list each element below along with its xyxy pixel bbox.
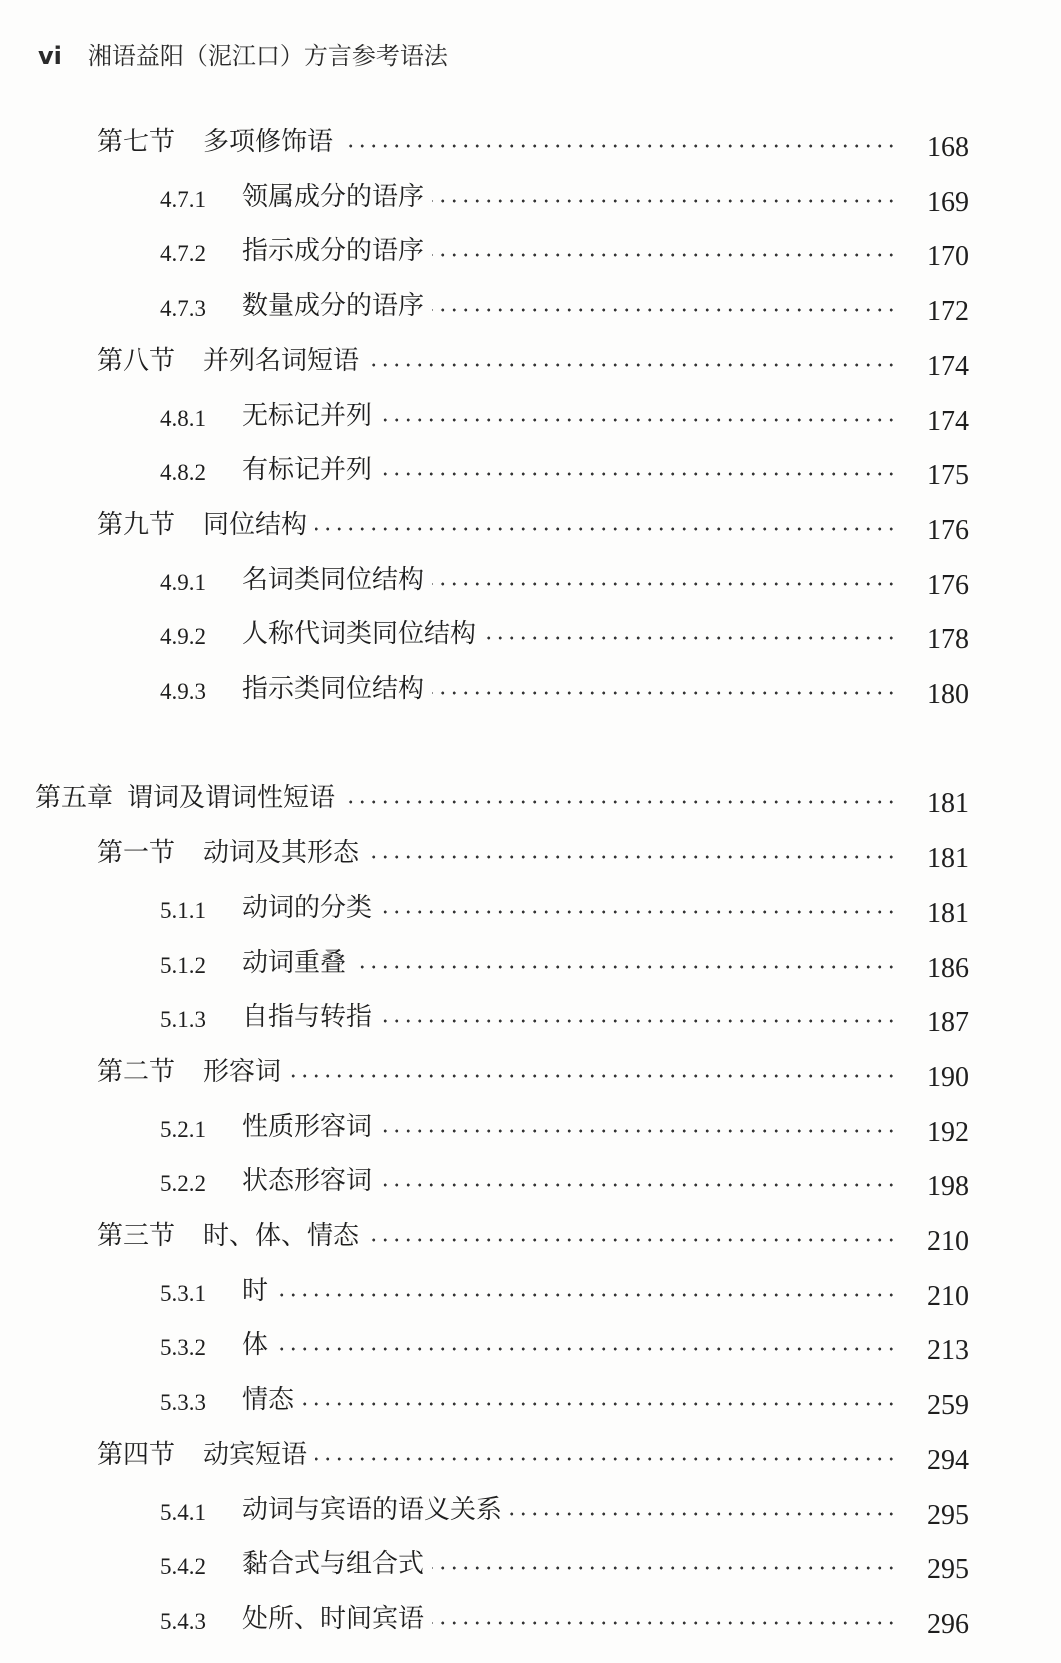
- toc-entry-section: [0, 1048, 1061, 1093]
- toc-entry-page: 295: [927, 1499, 969, 1531]
- toc-entry-section: [0, 1212, 1061, 1257]
- toc-entry-number: 5.3.3: [160, 1390, 206, 1416]
- dot-leader: [367, 854, 897, 860]
- toc-entry-page: 174: [927, 405, 969, 437]
- dot-leader: [484, 635, 897, 641]
- toc-entry-page: 175: [927, 460, 969, 492]
- toc-entry-sub: [0, 1595, 1061, 1640]
- toc-entry-number: 第三节: [97, 1221, 176, 1251]
- dot-leader: [432, 307, 897, 313]
- toc-entry-section: [0, 118, 1061, 163]
- toc-entry-page: 170: [927, 241, 969, 273]
- toc-entry-title: 时、体、情态: [203, 1221, 360, 1251]
- toc-entry-title: 处所、时间宾语: [242, 1603, 425, 1634]
- toc-entry-number: 4.8.2: [160, 460, 206, 486]
- toc-entry-sub: [0, 1540, 1061, 1586]
- toc-entry-number: 4.9.3: [160, 679, 206, 704]
- dot-leader: [380, 1182, 897, 1188]
- toc-entry-number: 5.1.2: [160, 952, 206, 978]
- dot-leader: [432, 690, 897, 696]
- toc-entry-title: 动词的分类: [242, 892, 373, 923]
- toc-entry-page: 181: [927, 897, 969, 929]
- toc-entry-number: 5.4.2: [160, 1554, 206, 1580]
- toc-entry-sub: [0, 1376, 1061, 1422]
- dot-leader: [432, 1620, 897, 1626]
- toc-entry-title: 同位结构: [203, 509, 308, 540]
- dot-leader: [380, 1128, 897, 1134]
- toc-entry-title: 黏合式与组合式: [242, 1549, 425, 1580]
- dot-leader: [432, 252, 897, 258]
- dot-leader: [432, 581, 897, 587]
- toc-entry-sub: [0, 556, 1061, 601]
- toc-entry-number: 5.4.3: [160, 1608, 206, 1634]
- dot-leader: [432, 1565, 897, 1571]
- toc-entry-number: 5.2.1: [160, 1116, 206, 1142]
- dot-leader: [302, 1401, 897, 1407]
- toc-entry-page: 295: [927, 1554, 969, 1586]
- dot-leader: [380, 1018, 897, 1024]
- toc-entry-number: 4.7.3: [160, 296, 206, 322]
- toc-entry-sub: [0, 1103, 1061, 1148]
- toc-entry-number: 4.7.1: [160, 186, 206, 212]
- dot-leader: [367, 1237, 897, 1243]
- toc-entry-page: 210: [927, 1280, 969, 1312]
- toc-entry-page: 187: [927, 1007, 969, 1039]
- toc-entry-title: 人称代词类同位结构: [242, 619, 477, 650]
- toc-entry-title: 体: [242, 1330, 269, 1361]
- toc-entry-number: 5.3.2: [160, 1335, 206, 1361]
- toc-entry-page: 176: [927, 569, 969, 601]
- toc-entry-title: 有标记并列: [242, 455, 373, 486]
- dot-leader: [315, 526, 897, 532]
- toc-entry-chapter: [0, 774, 1061, 820]
- toc-entry-page: 176: [927, 514, 969, 546]
- dot-leader: [276, 1346, 897, 1352]
- dot-leader: [315, 1456, 897, 1462]
- toc-entry-page: 181: [927, 843, 969, 875]
- toc-entry-number: 4.8.1: [160, 405, 206, 431]
- toc-entry-sub: [0, 282, 1061, 328]
- toc-entry-number: 第二节: [97, 1056, 176, 1087]
- toc-entry-number: 第四节: [97, 1439, 176, 1470]
- toc-entry-page: 174: [927, 350, 969, 382]
- dot-leader: [341, 143, 897, 149]
- dot-leader: [289, 1073, 897, 1079]
- toc-entry-sub: [0, 610, 1061, 656]
- toc-entry-title: 状态形容词: [242, 1166, 373, 1197]
- toc-entry-number: 4.9.1: [160, 569, 206, 595]
- toc-entry-sub: [0, 1267, 1061, 1312]
- toc-entry-page: 210: [927, 1226, 969, 1257]
- toc-entry-page: 296: [927, 1608, 969, 1640]
- toc-entry-title: 多项修饰语: [203, 127, 334, 157]
- toc-entry-number: 4.7.2: [160, 241, 206, 267]
- toc-entry-title: 时: [242, 1275, 269, 1306]
- dot-leader: [367, 362, 897, 368]
- toc-entry-page: 168: [927, 132, 969, 163]
- toc-entry-number: 第七节: [97, 127, 176, 157]
- dot-leader: [380, 417, 897, 423]
- toc-entry-title: 指示成分的语序: [242, 236, 425, 267]
- toc-entry-page: 178: [927, 624, 969, 656]
- toc-entry-number: 第五章: [35, 783, 114, 814]
- toc-entry-title: 动词与宾语的语义关系: [242, 1494, 503, 1525]
- dot-leader: [380, 909, 897, 915]
- toc-entry-page: 190: [927, 1061, 969, 1093]
- toc-entry-page: 294: [927, 1444, 969, 1476]
- toc-entry-title: 性质形容词: [242, 1111, 373, 1142]
- toc-entry-section: [0, 829, 1061, 875]
- toc-entry-sub: [0, 939, 1061, 984]
- page-number: vi: [38, 42, 62, 70]
- toc-entry-sub: [0, 392, 1061, 437]
- toc-entry-sub: [0, 1486, 1061, 1531]
- toc-entry-number: 5.2.2: [160, 1171, 206, 1197]
- toc-entry-sub: [0, 665, 1061, 710]
- toc-entry-title: 情态: [242, 1385, 295, 1416]
- toc-entry-title: 领属成分的语序: [242, 181, 425, 212]
- toc-entry-number: 5.1.3: [160, 1007, 206, 1033]
- toc-entry-page: 186: [927, 952, 969, 984]
- toc-entry-section: [0, 1431, 1061, 1476]
- toc-entry-page: 172: [927, 296, 969, 328]
- running-header: [38, 36, 448, 71]
- toc-entry-sub: [0, 1157, 1061, 1203]
- toc-entry-page: 198: [927, 1171, 969, 1203]
- toc-entry-title: 自指与转指: [242, 1002, 373, 1033]
- toc-entry-title: 动词重叠: [242, 947, 347, 978]
- dot-leader: [276, 1292, 897, 1298]
- toc-entry-sub: [0, 993, 1061, 1039]
- toc-entry-section: [0, 501, 1061, 546]
- toc-entry-title: 并列名词短语: [203, 345, 360, 376]
- toc-entry-title: 形容词: [203, 1056, 282, 1087]
- toc-entry-page: 180: [927, 679, 969, 710]
- toc-entry-title: 名词类同位结构: [242, 564, 425, 595]
- toc-entry-title: 谓词及谓词性短语: [127, 783, 336, 814]
- toc-entry-page: 259: [927, 1390, 969, 1422]
- toc-entry-number: 第一节: [97, 838, 176, 869]
- toc-entry-number: 5.1.1: [160, 897, 206, 923]
- toc-entry-number: 4.9.2: [160, 624, 206, 650]
- toc-entry-sub: [0, 446, 1061, 492]
- toc-entry-page: 181: [927, 788, 969, 820]
- toc-entry-number: 第八节: [97, 345, 176, 376]
- toc-entry-title: 无标记并列: [242, 400, 373, 431]
- toc-entry-section: [0, 337, 1061, 382]
- toc-entry-page: 213: [927, 1335, 969, 1367]
- dot-leader: [380, 471, 897, 477]
- toc-entry-number: 第九节: [97, 509, 176, 540]
- toc-entry-sub: [0, 1321, 1061, 1367]
- toc-entry-sub: [0, 173, 1061, 218]
- book-title: 湘语益阳（泥江口）方言参考语法: [87, 42, 448, 70]
- toc-entry-sub: [0, 227, 1061, 273]
- toc-entry-title: 数量成分的语序: [242, 291, 425, 322]
- toc-entry-title: 动宾短语: [203, 1439, 308, 1470]
- toc-entry-title: 动词及其形态: [203, 838, 360, 869]
- dot-leader: [343, 799, 897, 805]
- toc-entry-page: 192: [927, 1116, 969, 1148]
- toc-entry-number: 5.4.1: [160, 1499, 206, 1525]
- toc-entry-title: 指示类同位结构: [242, 674, 425, 704]
- toc-entry-sub: [0, 884, 1061, 929]
- dot-leader: [510, 1511, 897, 1517]
- toc-entry-page: 169: [927, 186, 969, 218]
- toc-entry-number: 5.3.1: [160, 1280, 206, 1306]
- dot-leader: [432, 198, 897, 204]
- dot-leader: [354, 964, 897, 970]
